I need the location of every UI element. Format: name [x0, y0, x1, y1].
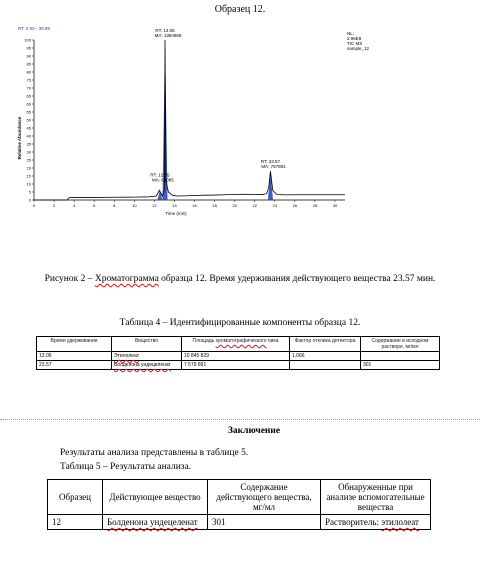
y-tick-label: 90	[26, 53, 31, 59]
x-tick-label: 10	[132, 203, 137, 208]
right-info-line: NL:	[347, 31, 355, 36]
figure-caption	[0, 274, 480, 284]
table4	[36, 336, 440, 370]
peak-ma-label: MA: 1384969	[154, 33, 182, 38]
misspelled-word: хроматографического	[215, 338, 267, 344]
x-tick-label: 4	[73, 203, 76, 208]
table-cell: 301	[208, 515, 321, 530]
y-tick-label: 30	[26, 149, 31, 155]
x-tick-label: 30	[332, 203, 338, 208]
chart-right-info	[347, 31, 370, 51]
table-cell-text: Болденона ундецеленат	[114, 362, 171, 368]
table-cell: 1.066	[290, 352, 361, 361]
table4-title: Таблица 4 – Идентифицированные компоненты образца 12.	[119, 318, 361, 328]
y-tick-label: 65	[26, 93, 31, 99]
results-line: Результаты анализа представлены в таблице 5.	[60, 448, 249, 458]
y-tick-label: 55	[26, 109, 31, 115]
page-break-line	[0, 419, 480, 420]
table-row	[37, 361, 440, 370]
table-row	[37, 352, 440, 361]
right-info-line: 2.96E8	[347, 36, 362, 41]
table-cell-text: Болденона ундецеленат	[107, 517, 198, 527]
conclusion-heading: Заключение	[227, 426, 281, 436]
y-axis-label: Relative Abundance	[17, 116, 22, 160]
y-tick-label: 95	[26, 45, 31, 51]
table-cell: 10 845 829	[182, 352, 290, 361]
table4-header-cell: Время удерживания	[37, 337, 112, 352]
misspelled-word: этилолеат	[381, 517, 419, 527]
table-cell-text: Растворитель: этилолеат	[325, 517, 419, 527]
table-cell	[103, 515, 208, 530]
x-tick-label: 8	[113, 203, 116, 208]
y-tick-label: 10	[26, 181, 31, 187]
table5-header-row	[48, 480, 431, 515]
y-tick-label: 35	[26, 141, 31, 147]
chromatogram-chart	[0, 18, 480, 223]
y-tick-label: 25	[26, 157, 31, 163]
table4-header-cell	[182, 337, 290, 352]
x-tick-label: 28	[312, 203, 318, 208]
x-tick-label: 24	[272, 203, 278, 208]
table-cell	[290, 361, 361, 370]
sample-title: Образец 12.	[214, 4, 266, 15]
table-cell: 301	[361, 361, 440, 370]
table-cell	[112, 361, 182, 370]
y-tick-label: 45	[26, 125, 31, 131]
y-tick-label: 60	[26, 101, 31, 107]
right-info-line: sample_12	[347, 46, 370, 51]
y-tick-label: 0	[28, 197, 31, 203]
x-tick-label: 12	[152, 203, 157, 208]
misspelled-word: Хроматограмма	[94, 274, 159, 284]
table-cell: 13.06	[37, 352, 112, 361]
chart-corner-label: RT: 0.00 - 30.99	[18, 26, 50, 31]
right-info-line: TIC MS	[347, 41, 363, 46]
table-cell: 12	[48, 515, 103, 530]
table5-header-cell: Обнаруженные при анализе вспомогательные вещества	[321, 480, 431, 515]
y-tick-label: 50	[26, 117, 31, 123]
table-cell: 7 579 891	[182, 361, 290, 370]
table4-header-text: Площадь хроматографического пика	[192, 338, 279, 344]
y-tick-label: 100	[24, 37, 31, 43]
table5-header-cell: Содержание действующего вещества, мг/мл	[208, 480, 321, 515]
peak-rt-label: RT: 13.06	[155, 28, 175, 33]
y-tick-label: 70	[26, 85, 31, 91]
table5-title: Таблица 5 – Результаты анализа.	[60, 462, 192, 472]
table-cell	[321, 515, 431, 530]
x-tick-label: 16	[192, 203, 197, 208]
table-cell	[361, 352, 440, 361]
table4-header-cell: Содержание в исходном растворе, мг/мл	[361, 337, 440, 352]
y-tick-label: 75	[26, 77, 31, 83]
x-tick-label: 0	[32, 203, 36, 208]
x-tick-label: 22	[252, 203, 257, 208]
y-tick-label: 5	[28, 189, 31, 195]
table4-header-cell: Фактор отклика детектора	[290, 337, 361, 352]
x-tick-label: 6	[93, 203, 96, 208]
table5-header-cell: Действующее вещество	[103, 480, 208, 515]
table5	[47, 479, 431, 530]
peak-rt-label: RT: 23.57	[260, 159, 281, 165]
table-row	[48, 515, 431, 530]
peak-ma-label: MA: 757891	[261, 164, 286, 170]
chart-plot-area	[24, 28, 345, 208]
series-line	[34, 40, 345, 200]
y-tick-label: 40	[26, 133, 31, 139]
x-tick-label: 14	[172, 203, 177, 208]
table-cell	[112, 352, 182, 361]
table-cell-text: Этилолеат	[114, 353, 139, 359]
x-tick-label: 18	[212, 203, 217, 208]
x-tick-label: 2	[52, 203, 56, 208]
table5-header-cell: Образец	[48, 480, 103, 515]
peak-ma-label: MA: 61085	[152, 177, 174, 183]
y-tick-label: 20	[26, 165, 31, 171]
table4-header-row	[37, 337, 440, 352]
table-cell: 23.57	[37, 361, 112, 370]
y-tick-label: 80	[26, 69, 31, 75]
peak-rt-label: RT: 12.55	[150, 172, 170, 178]
x-axis-label: Time (min)	[165, 211, 187, 216]
y-tick-label: 15	[26, 173, 31, 179]
x-tick-label: 20	[232, 203, 237, 208]
table4-header-cell: Вещество	[112, 337, 182, 352]
x-tick-label: 26	[292, 203, 298, 208]
figure-caption-text: Рисунок 2 – Хроматограмма образца 12. Время удерживания действующего вещества 23.57 мин.	[44, 274, 436, 284]
y-tick-label: 85	[26, 61, 31, 67]
